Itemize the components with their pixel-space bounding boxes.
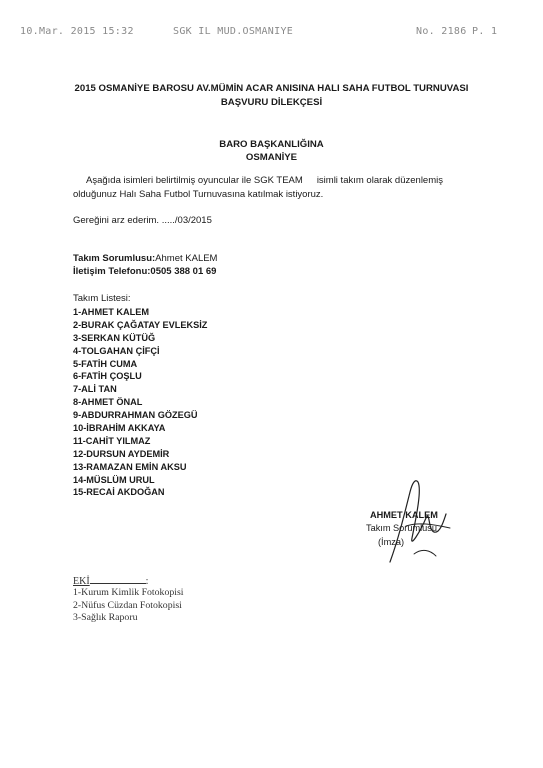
contact-phone-label: İletişim Telefonu: — [73, 266, 151, 277]
body-paragraph-line-2: olduğunuz Halı Saha Futbol Turnuvasına katılmak istiyoruz. — [73, 189, 324, 200]
team-list — [73, 306, 207, 499]
signature-name: AHMET KALEM — [370, 510, 438, 520]
body-paragraph-part-1: Aşağıda isimleri belirtilmiş oyuncular ile SGK TEAM — [86, 175, 303, 186]
list-item: 7-ALİ TAN — [73, 384, 117, 395]
team-responsible-name: Ahmet KALEM — [155, 253, 218, 264]
list-item: 13-RAMAZAN EMİN AKSU — [73, 461, 187, 472]
list-item: 15-RECAİ AKDOĞAN — [73, 487, 165, 498]
list-item: 5-FATİH CUMA — [73, 358, 138, 369]
contact-phone — [73, 266, 216, 277]
list-item: 2-Nüfus Cüzdan Fotokopisi — [73, 599, 182, 611]
list-item: 1-AHMET KALEM — [73, 307, 150, 317]
list-item: 11-CAHİT YILMAZ — [73, 435, 151, 446]
attachments-underline — [90, 574, 146, 584]
fax-sender: SGK IL MUD.OSMANIYE — [173, 26, 294, 37]
list-item: 6-FATİH ÇOŞLU — [73, 371, 142, 382]
body-paragraph-line-1 — [86, 175, 443, 186]
signature-block — [360, 470, 480, 570]
signature-role: Takım Sorumlusu — [366, 523, 437, 533]
fax-date: 10.Mar. 2015 15:32 — [20, 26, 134, 37]
fax-header — [20, 26, 498, 40]
team-responsible — [73, 253, 217, 264]
fax-page: P. 1 — [472, 26, 498, 37]
contact-phone-number: 0505 388 01 69 — [150, 266, 217, 277]
list-item: 8-AHMET ÖNAL — [73, 397, 143, 408]
list-item: 12-DURSUN AYDEMİR — [73, 448, 170, 459]
list-item: 3-SERKAN KÜTÜĞ — [73, 332, 156, 343]
document-subtitle: BAŞVURU DİLEKÇESİ — [220, 97, 323, 108]
addressee-line-1: BARO BAŞKANLIĞINA — [219, 139, 324, 150]
team-responsible-label: Takım Sorumlusu: — [73, 253, 156, 264]
list-item: 14-MÜSLÜM URUL — [73, 474, 155, 485]
document-title: 2015 OSMANİYE BAROSU AV.MÜMİN ACAR ANISINA HALI SAHA FUTBOL TURNUVASI — [74, 83, 469, 94]
handwritten-signature — [360, 470, 480, 570]
body-paragraph-part-2: isimli takım olarak düzenlemiş — [316, 175, 443, 186]
attachments-list — [73, 587, 184, 625]
team-list-title: Takım Listesi: — [73, 293, 131, 304]
attachments-section — [73, 574, 184, 625]
list-item: 4-TOLGAHAN ÇİFÇİ — [73, 345, 160, 356]
list-item: 2-BURAK ÇAĞATAY EVLEKSİZ — [73, 319, 208, 330]
request-line: Gereğini arz ederim. ...../03/2015 — [73, 215, 212, 226]
attachments-heading — [73, 574, 184, 587]
signature-label: (İmza) — [378, 537, 405, 547]
fax-number: No. 2186 — [416, 26, 467, 37]
list-item: 3-Sağlık Raporu — [73, 612, 138, 623]
list-item: 10-İBRAHİM AKKAYA — [73, 423, 166, 434]
list-item: 9-ABDURRAHMAN GÖZEGÜ — [73, 410, 198, 421]
attachments-title: EKİ — [73, 576, 90, 587]
list-item: 1-Kurum Kimlik Fotokopisi — [73, 587, 184, 598]
addressee-line-2: OSMANİYE — [245, 152, 298, 163]
attachments-colon: : — [145, 576, 149, 587]
